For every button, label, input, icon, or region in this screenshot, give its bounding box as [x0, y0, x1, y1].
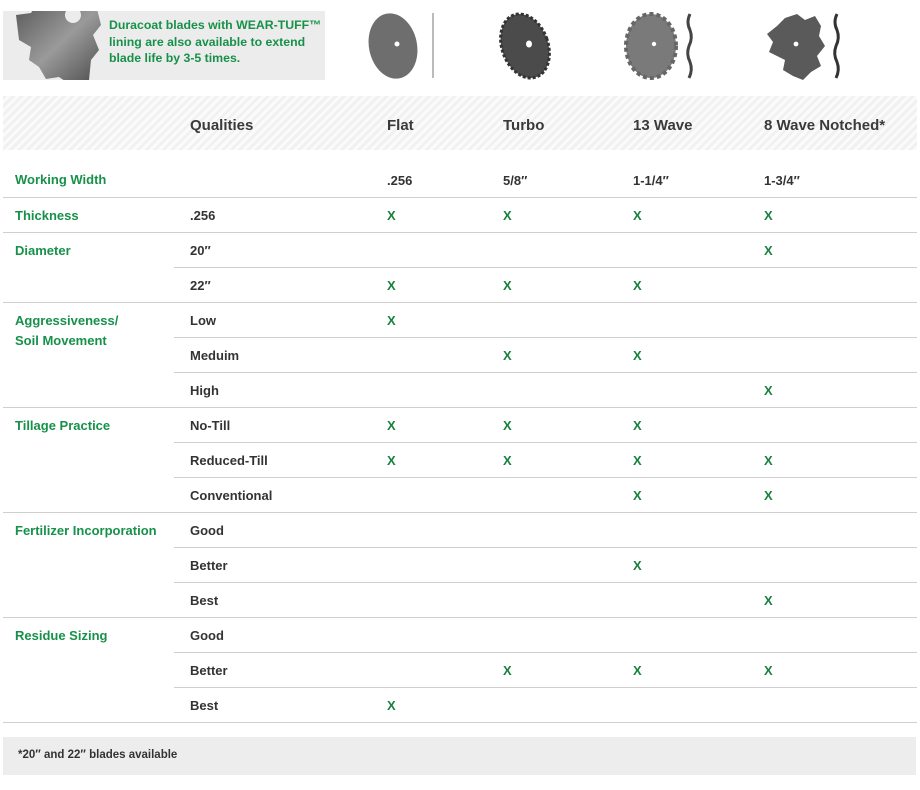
quality-label: Best [190, 698, 219, 713]
header-8-wave-notched: 8 Wave Notched* [764, 117, 886, 134]
divider [174, 337, 917, 338]
quality-label: Best [190, 593, 219, 608]
divider [3, 407, 917, 408]
working-width-13-wave: 1-1/4″ [633, 173, 669, 188]
divider [3, 232, 917, 233]
working-width-8-wave: 1-3/4″ [764, 173, 800, 188]
check-mark: X [764, 243, 773, 258]
header-flat: Flat [387, 117, 414, 134]
divider [174, 582, 917, 583]
check-mark: X [633, 453, 642, 468]
check-mark: X [633, 418, 642, 433]
quality-label: Reduced-Till [190, 453, 268, 468]
divider [174, 267, 917, 268]
flat-blade-icon [365, 12, 435, 80]
promo-banner [3, 11, 325, 80]
check-mark: X [633, 278, 642, 293]
check-mark: X [503, 453, 512, 468]
header-qualities: Qualities [190, 117, 254, 134]
working-width-flat: .256 [387, 173, 413, 188]
quality-label: Better [190, 663, 228, 678]
divider [174, 442, 917, 443]
notched-blade-icon [11, 11, 101, 80]
quality-label: Low [190, 313, 216, 328]
check-mark: X [387, 278, 396, 293]
quality-label: High [190, 383, 219, 398]
footnote-text: *20″ and 22″ blades available [18, 749, 178, 761]
check-mark: X [633, 558, 642, 573]
promo-text: Duracoat blades with WEAR-TUFF™ lining are also available to extend blade life by 3-5 times. [109, 18, 322, 65]
check-mark: X [764, 383, 773, 398]
divider [174, 687, 917, 688]
check-mark: X [764, 593, 773, 608]
footnote [3, 737, 916, 775]
quality-label: .256 [190, 208, 216, 223]
quality-label: Meduim [190, 348, 240, 363]
13-wave-blade-icon [623, 12, 695, 80]
check-mark: X [387, 208, 396, 223]
turbo-blade-icon [498, 12, 554, 80]
quality-label: Good [190, 523, 224, 538]
check-mark: X [633, 663, 642, 678]
check-mark: X [387, 698, 396, 713]
table-header [3, 96, 917, 150]
divider [174, 372, 917, 373]
divider [174, 547, 917, 548]
divider [174, 652, 917, 653]
8-wave-notched-blade-icon [765, 12, 843, 80]
check-mark: X [503, 418, 512, 433]
category-label: Tillage Practice [15, 418, 111, 433]
working-width-turbo: 5/8″ [503, 173, 528, 188]
category-label: Working Width [15, 172, 107, 187]
check-mark: X [633, 208, 642, 223]
check-mark: X [764, 453, 773, 468]
divider [3, 512, 917, 513]
category-label: Thickness [15, 208, 79, 223]
check-mark: X [633, 488, 642, 503]
check-mark: X [387, 453, 396, 468]
category-label: Residue Sizing [15, 628, 108, 643]
quality-label: 20″ [190, 243, 211, 258]
check-mark: X [633, 348, 642, 363]
working-width-row [0, 163, 920, 198]
quality-label: Better [190, 558, 228, 573]
check-mark: X [387, 313, 396, 328]
category-label: Diameter [15, 243, 71, 258]
divider [3, 197, 917, 198]
check-mark: X [764, 663, 773, 678]
header-13-wave: 13 Wave [633, 117, 693, 134]
check-mark: X [387, 418, 396, 433]
check-mark: X [764, 208, 773, 223]
check-mark: X [764, 488, 773, 503]
category-label: Fertilizer Incorporation [15, 523, 157, 538]
quality-label: Good [190, 628, 224, 643]
quality-label: No-Till [190, 418, 231, 433]
quality-label: 22″ [190, 278, 211, 293]
check-mark: X [503, 663, 512, 678]
check-mark: X [503, 278, 512, 293]
check-mark: X [503, 348, 512, 363]
divider [3, 617, 917, 618]
divider [3, 722, 917, 723]
divider [174, 477, 917, 478]
category-label: Aggressiveness/ Soil Movement [15, 313, 119, 348]
header-turbo: Turbo [503, 117, 545, 134]
check-mark: X [503, 208, 512, 223]
quality-label: Conventional [190, 488, 273, 503]
divider [3, 302, 917, 303]
